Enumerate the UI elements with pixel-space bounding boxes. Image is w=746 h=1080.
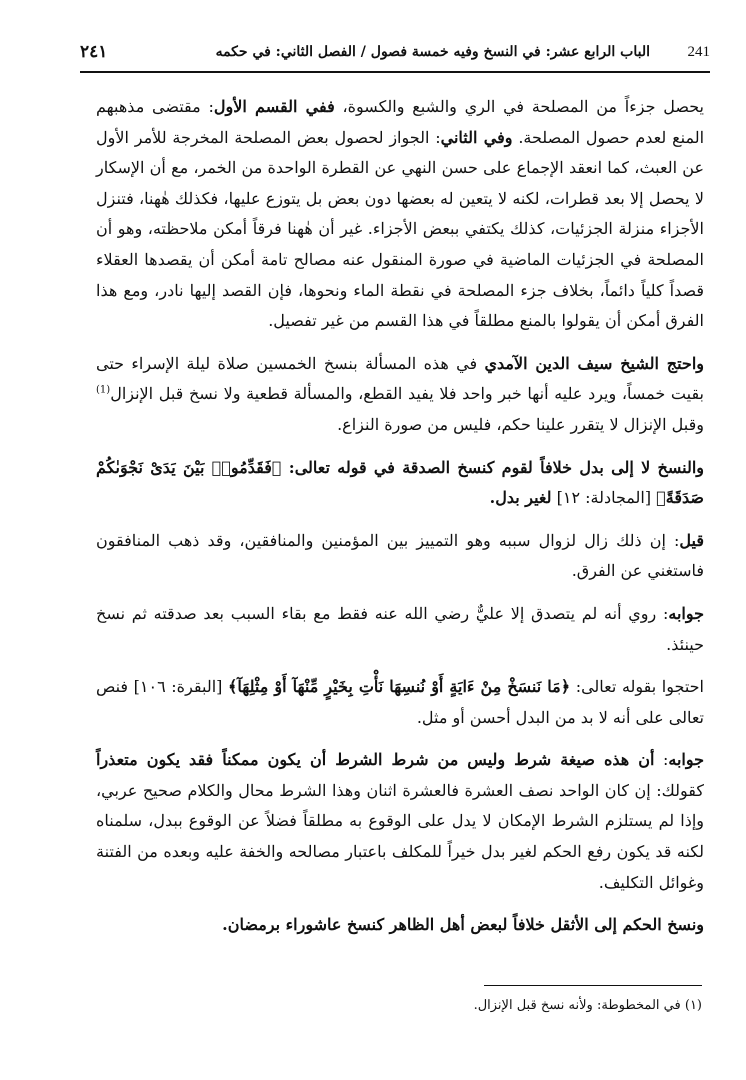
text-span: : — [654, 750, 669, 770]
paragraph-2 — [96, 349, 704, 441]
page-number-arabic: ٢٤١ — [80, 42, 108, 62]
keyword: والنسخ لا إلى بدل خلافاً لقوم كنسخ الصدقة في قوله تعالى: — [281, 457, 704, 477]
paragraph-8 — [96, 910, 704, 941]
text-span: [المجادلة: ١٢] — [551, 488, 657, 508]
text-span: في هذه المسألة بنسخ الخمسين صلاة ليلة الإسراء حتى بقيت خمساً، ويرد عليه أنها خبر واحد فلا يفيد القطع، والمسألة قطعية ولا نسخ قبل الإنزال — [96, 353, 704, 404]
paragraph-1 — [96, 92, 704, 337]
keyword: جوابه — [668, 750, 705, 770]
keyword: ونسخ الحكم إلى الأثقل خلافاً لبعض أهل الظاهر كنسخ عاشوراء برمضان. — [222, 915, 704, 935]
paragraph-4 — [96, 526, 704, 587]
paragraph-7 — [96, 745, 704, 898]
text-span: [البقرة: ١٠٦] فنص تعالى على أنه لا بد من البدل أحسن أو مثل. — [96, 677, 704, 727]
quran-verse: ﴿فَقَدِّمُوا۟ بَيْنَ يَدَىْ نَجْوَىٰكُمْ صَدَقَةً﴾ — [96, 457, 704, 508]
main-text — [96, 92, 704, 941]
paragraph-3 — [96, 453, 704, 514]
text-span: : الجواز لحصول بعض المصلحة المخرجة للأمر الأول عن العبث، كما انعقد الإجماع على حسن النهي عن القطرة الواحدة من الخمر، مع أن الإسكار لا يحصل إلا بعد قطرات، لكنه لا يتعين له بعضها دون بعض بل يتوزع عليها، فكذلك هٰهنا، فتنزل الأجزاء منزلة الجزئيات، كذلك يكتفي ببعض الأجزاء. غير أن هٰهنا فرقاً أمكن ملاحظته، وهو أن المصلحة في الجزئيات الماضية في صورة المنقول عنه مصالح تامة أمكن أن يقصدها العقلاء قصداً كلياً دائماً، بخلاف جزء المصلحة في نقطة الماء ونحوها، فإن القصد إليها نادر، ومع هذا الفرق أمكن أن يقولوا بالمنع مطلقاً في هذا القسم من غير تفصيل. — [96, 127, 704, 331]
text-span: يحصل جزءاً من المصلحة في الري والشبع والكسوة، — [334, 97, 704, 116]
footnote-marker: (١) — [684, 998, 702, 1013]
quran-verse: ﴿مَا نَنسَخْ مِنْ ءَايَةٍ أَوْ نُنسِهَا نَأْتِ بِخَيْرٍ مِّنْهَآ أَوْ مِثْلِهَآ﴾ — [227, 677, 571, 697]
footnote-rule — [484, 985, 702, 986]
text-span: : روي أنه لم يتصدق إلا عليٌّ رضي الله عنه فقط مع بقاء السبب بعد صدقته ثم نسخ حينئذ. — [96, 603, 704, 654]
keyword: جوابه — [668, 603, 704, 623]
paragraph-6 — [96, 672, 704, 733]
keyword: قيل — [679, 530, 704, 550]
paragraph-5 — [96, 599, 704, 660]
running-title: الباب الرابع عشر: في النسخ وفيه خمسة فصول / الفصل الثاني: في حكمه — [215, 44, 650, 60]
keyword: ففي القسم الأول — [213, 97, 335, 116]
page-number-latin: 241 — [687, 44, 710, 60]
keyword: لغير بدل. — [489, 488, 552, 508]
keyword: واحتج الشيخ سيف الدين الآمدي — [484, 353, 704, 373]
header-rule — [80, 71, 710, 73]
footnote-ref: (1) — [96, 385, 111, 397]
text-span: : مقتضى مذهبهم المنع لعدم حصول المصلحة. — [96, 97, 705, 147]
footnote — [302, 998, 702, 1013]
keyword: وفي الثاني — [440, 127, 513, 147]
text-span: : إن ذلك زال لزوال سببه وهو التمييز بين المؤمنين والمنافقين، وقد ذهب المنافقون فاستغني عن الفرق. — [96, 530, 704, 581]
footnote-text: في المخطوطة: ولأنه نسخ قبل الإنزال. — [473, 998, 681, 1013]
text-span: وقبل الإنزال لا يتقرر علينا حكم، فليس من صورة النزاع. — [337, 414, 704, 434]
page-header — [80, 42, 710, 68]
text-span: احتجوا بقوله تعالى: — [570, 677, 704, 697]
keyword: أن هذه صيغة شرط وليس من شرط الشرط أن يكون ممكناً فقد يكون متعذراً — [96, 750, 655, 770]
text-span: كقولك: إن كان الواحد نصف العشرة فالعشرة اثنان وهذا الشرط محال والكلام صحيح عربي، وإذا لم يستلزم الشرط الإمكان لا يدل على الوقوع به مطلقاً فضلاً عن الوقوع ببدل، سلمناه لكنه قد يكون رفع الحكم لغير بدل خيراً للمكلف باعتبار مصالحه والخفة عليه وبعده من الفتنة وغوائل التكليف. — [96, 780, 704, 892]
